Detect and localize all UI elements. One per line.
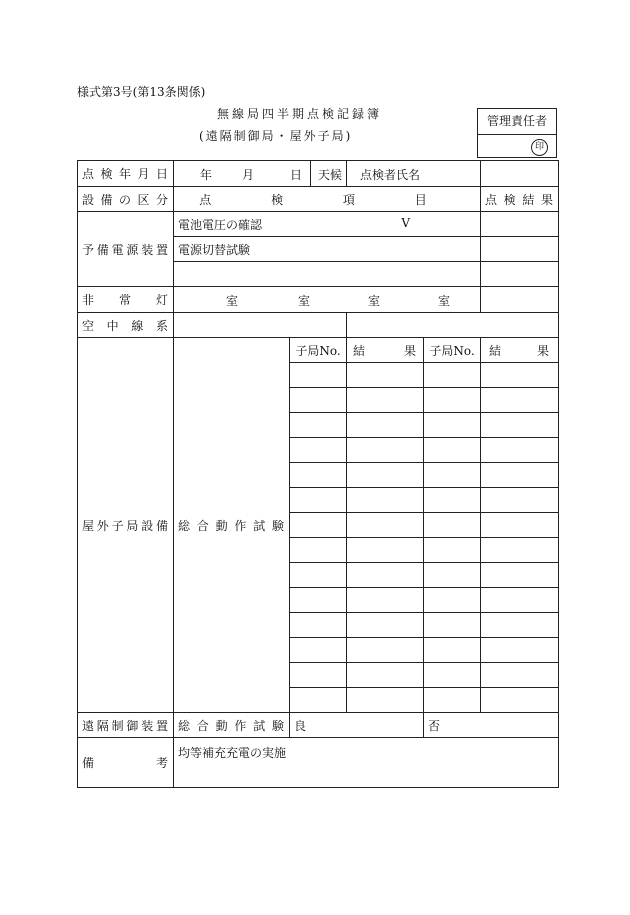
station-no-cell[interactable] (290, 563, 347, 588)
emergency-light-label: 非常灯 (78, 287, 174, 313)
items-header: 点 検 項 目 (174, 187, 481, 212)
category-header: 設備の区分 (78, 187, 174, 212)
remote-test-label: 総合動作試験 (174, 713, 290, 738)
result-cell[interactable] (347, 438, 424, 463)
backup-power-row-1 (78, 212, 559, 237)
emergency-light-result[interactable] (481, 287, 559, 313)
manager-box (477, 108, 557, 158)
result-header-2: 結果 (481, 338, 559, 363)
outdoor-test-label: 総合動作試験 (174, 338, 290, 713)
result-cell[interactable] (347, 388, 424, 413)
result-cell[interactable] (347, 463, 424, 488)
antenna-label: 空中線系 (78, 313, 174, 338)
result-cell[interactable] (481, 688, 559, 713)
inspector-name-value[interactable] (481, 161, 559, 187)
result-cell[interactable] (347, 613, 424, 638)
battery-voltage-item (174, 212, 481, 237)
remote-result-good[interactable]: 良 (290, 713, 424, 738)
result-cell[interactable] (347, 638, 424, 663)
station-no-cell[interactable] (424, 513, 481, 538)
result-cell[interactable] (481, 488, 559, 513)
result-cell[interactable] (347, 413, 424, 438)
station-no-cell[interactable] (424, 588, 481, 613)
remote-result-bad[interactable]: 否 (424, 713, 559, 738)
antenna-row (78, 313, 559, 338)
inspection-form-table (77, 160, 559, 788)
station-no-cell[interactable] (290, 638, 347, 663)
station-no-cell[interactable] (424, 663, 481, 688)
date-divider (310, 161, 311, 186)
station-no-cell[interactable] (290, 613, 347, 638)
result-cell[interactable] (481, 463, 559, 488)
result-cell[interactable] (481, 513, 559, 538)
station-no-cell[interactable] (290, 413, 347, 438)
result-cell[interactable] (347, 563, 424, 588)
remarks-label: 備考 (78, 738, 174, 788)
emergency-light-row (78, 287, 559, 313)
station-no-cell[interactable] (424, 388, 481, 413)
date-row (78, 161, 559, 187)
battery-voltage-result[interactable] (481, 212, 559, 237)
station-no-cell[interactable] (290, 688, 347, 713)
result-cell[interactable] (481, 438, 559, 463)
result-cell[interactable] (481, 563, 559, 588)
room-label-3: 室 (368, 294, 381, 308)
backup-power-blank-result[interactable] (481, 262, 559, 287)
date-field[interactable] (174, 161, 347, 187)
month-label: 月 (242, 168, 255, 182)
seal-icon: 印 (531, 139, 548, 156)
result-cell[interactable] (481, 663, 559, 688)
station-no-cell[interactable] (424, 688, 481, 713)
station-no-header-1: 子局No. (290, 338, 347, 363)
result-cell[interactable] (481, 413, 559, 438)
station-no-cell[interactable] (424, 638, 481, 663)
result-cell[interactable] (347, 663, 424, 688)
inspector-field[interactable] (347, 161, 481, 187)
date-label: 点検年月日 (78, 161, 174, 187)
weather-label: 天候 (318, 168, 343, 182)
station-no-cell[interactable] (424, 363, 481, 388)
manager-label: 管理責任者 (478, 109, 556, 135)
station-no-cell[interactable] (290, 588, 347, 613)
form-number: 様式第3号(第13条関係) (77, 85, 206, 99)
room-label-4: 室 (438, 294, 451, 308)
station-no-cell[interactable] (424, 463, 481, 488)
result-cell[interactable] (347, 688, 424, 713)
station-no-cell[interactable] (424, 538, 481, 563)
header-row (78, 187, 559, 212)
inspector-label: 点検者氏名 (360, 168, 421, 182)
result-cell[interactable] (481, 588, 559, 613)
result-cell[interactable] (481, 538, 559, 563)
outdoor-header-row (78, 338, 559, 363)
station-no-cell[interactable] (290, 388, 347, 413)
result-cell[interactable] (481, 388, 559, 413)
station-no-cell[interactable] (424, 563, 481, 588)
remote-control-label: 遠隔制御装置 (78, 713, 174, 738)
result-cell[interactable] (481, 363, 559, 388)
station-no-cell[interactable] (290, 513, 347, 538)
station-no-cell[interactable] (290, 538, 347, 563)
station-no-cell[interactable] (424, 413, 481, 438)
battery-voltage-label: 電池電圧の確認 (178, 217, 263, 232)
year-label: 年 (200, 168, 213, 182)
result-header: 点検結果 (481, 187, 559, 212)
power-switch-test-result[interactable] (481, 237, 559, 262)
emergency-light-rooms (174, 287, 481, 313)
station-no-cell[interactable] (290, 363, 347, 388)
antenna-item-left[interactable] (174, 313, 347, 338)
remote-control-row (78, 713, 559, 738)
station-no-cell[interactable] (290, 488, 347, 513)
result-cell[interactable] (347, 363, 424, 388)
station-no-header-2: 子局No. (424, 338, 481, 363)
remarks-row (78, 738, 559, 788)
result-cell[interactable] (347, 588, 424, 613)
station-no-cell[interactable] (424, 438, 481, 463)
station-no-cell[interactable] (424, 488, 481, 513)
voltage-unit: V (401, 215, 410, 230)
remarks-text[interactable]: 均等補充充電の実施 (174, 738, 559, 788)
backup-power-blank-item[interactable] (174, 262, 481, 287)
result-header-1: 結果 (347, 338, 424, 363)
result-cell[interactable] (481, 613, 559, 638)
backup-power-label: 予備電源装置 (78, 212, 174, 287)
station-no-cell[interactable] (290, 663, 347, 688)
result-cell[interactable] (347, 513, 424, 538)
document-title: 無線局四半期点検記録簿 (217, 107, 383, 121)
result-cell[interactable] (481, 638, 559, 663)
result-cell[interactable] (347, 538, 424, 563)
room-label-2: 室 (298, 294, 311, 308)
day-label: 日 (290, 168, 303, 182)
station-no-cell[interactable] (290, 463, 347, 488)
document-subtitle: (遠隔制御局・屋外子局) (199, 129, 353, 143)
station-no-cell[interactable] (290, 438, 347, 463)
result-cell[interactable] (347, 488, 424, 513)
antenna-item-right[interactable] (347, 313, 559, 338)
outdoor-equipment-label: 屋外子局設備 (78, 338, 174, 713)
power-switch-test-item: 電源切替試験 (174, 237, 481, 262)
station-no-cell[interactable] (424, 613, 481, 638)
room-label-1: 室 (226, 294, 239, 308)
